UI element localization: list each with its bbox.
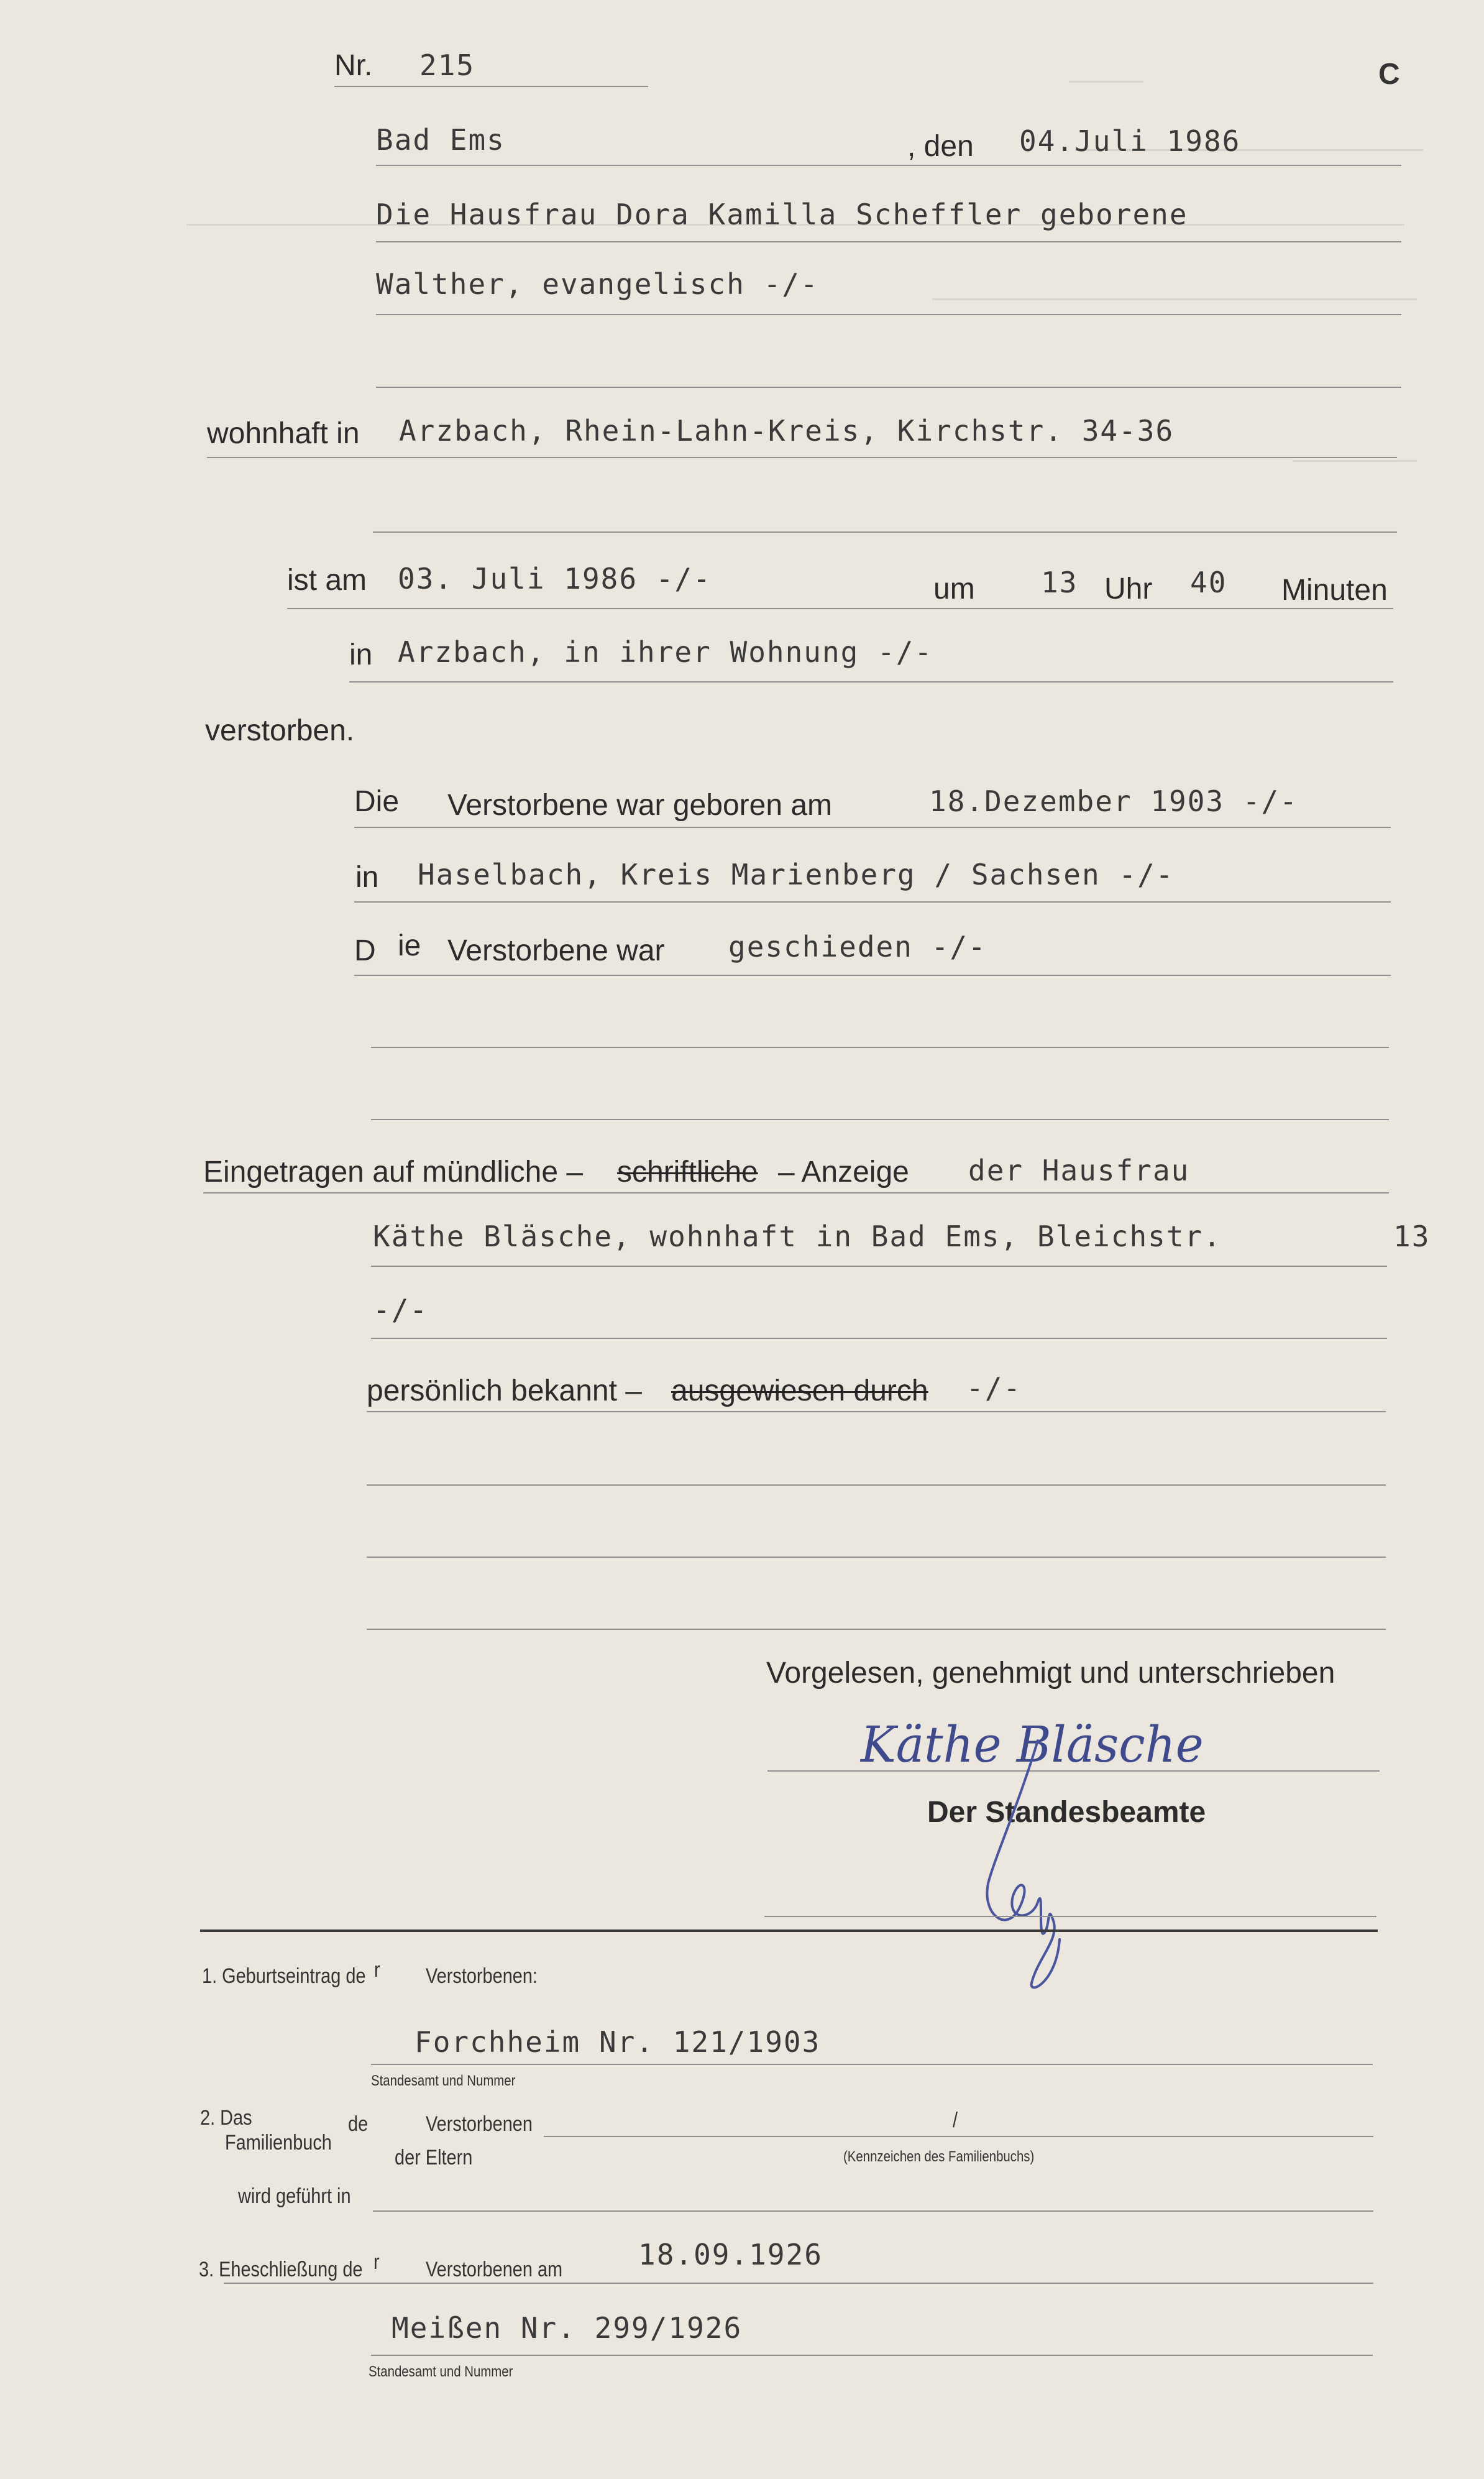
record-date: 04.Juli 1986 (1019, 124, 1241, 158)
death-minutes: 40 (1190, 566, 1227, 599)
item1-label: 1. Geburtseintrag de (202, 1964, 366, 1988)
line-informant-3 (371, 1338, 1387, 1339)
line-bekannt (367, 1411, 1386, 1412)
standesamt-label-1: Standesamt und Nummer (371, 2072, 516, 2089)
line-blank-2 (367, 1557, 1386, 1558)
line-informant-1 (203, 1192, 1389, 1194)
anzeige-label: – Anzeige (778, 1156, 909, 1189)
nr-underline (334, 86, 648, 87)
item2-familienbuch: Familienbuch (225, 2131, 332, 2155)
corner-letter: C (1378, 58, 1400, 91)
ie-label: ie (398, 929, 421, 962)
item3-verstorbenen: Verstorbenen am (426, 2258, 563, 2281)
item3-value: Meißen Nr. 299/1926 (392, 2311, 743, 2345)
line-birth-place (354, 901, 1391, 903)
item1-suffix: r (374, 1958, 380, 1982)
item2-verstorbenen: Verstorbenen (426, 2112, 533, 2136)
line-person-1 (376, 241, 1401, 242)
born-label: Verstorbene war geboren am (447, 789, 833, 822)
nr-value: 215 (419, 48, 475, 82)
line-residence-2 (373, 531, 1397, 533)
line-death-time (287, 608, 1393, 609)
informant-line-1: der Hausfrau (968, 1154, 1190, 1187)
item2-gefuehrt: wird geführt in (238, 2184, 351, 2208)
line-item3 (224, 2283, 1373, 2284)
um-label: um (933, 573, 975, 605)
wohnhaft-label: wohnhaft in (207, 417, 360, 450)
item2-kennzeichen: (Kennzeichen des Familienbuchs) (843, 2148, 1035, 2165)
item3-label: 3. Eheschließung de (199, 2258, 363, 2281)
line-item2 (544, 2136, 1373, 2137)
in-label-birth: in (355, 861, 379, 894)
item2-das: 2. Das (200, 2106, 252, 2130)
standesamt-label-2: Standesamt und Nummer (369, 2363, 513, 2380)
item2-slash: / (953, 2109, 958, 2132)
footer-separator (200, 1929, 1378, 1932)
registrar-signature (945, 1734, 1106, 1995)
line-item3-value (371, 2355, 1373, 2356)
marital-status: geschieden -/- (728, 930, 987, 964)
bekannt-label: persönlich bekannt – (367, 1374, 642, 1407)
death-place: Arzbach, in ihrer Wohnung -/- (398, 635, 933, 669)
line-person-3 (376, 387, 1401, 388)
eingetragen-label: Eingetragen auf mündliche – (203, 1156, 584, 1189)
death-hour: 13 (1041, 566, 1078, 599)
item3-date: 18.09.1926 (638, 2238, 823, 2271)
line-informant-2 (371, 1266, 1387, 1267)
informant-signature: Käthe Bläsche (861, 1716, 1204, 1773)
birth-place: Haselbach, Kreis Marienberg / Sachsen -/- (418, 858, 1175, 891)
ist-am-label: ist am (287, 564, 367, 597)
item2-de: de (348, 2112, 369, 2136)
vorgelesen-label: Vorgelesen, genehmigt und unterschrieben (766, 1657, 1335, 1690)
informant-line-3: -/- (373, 1293, 429, 1327)
line-item2-gefuehrt (373, 2210, 1373, 2212)
item1-verstorbenen: Verstorbenen: (426, 1964, 538, 1988)
line-death-place (349, 681, 1393, 683)
in-label: in (349, 638, 373, 671)
line-place (376, 165, 1401, 166)
line-status (354, 975, 1391, 976)
informant-line-2: Käthe Bläsche, wohnhaft in Bad Ems, Bleichstr. (373, 1220, 1222, 1253)
d-label: D (354, 934, 376, 967)
item2-eltern: der Eltern (395, 2146, 473, 2169)
ausgewiesen-label: ausgewiesen durch (671, 1374, 928, 1407)
item3-suffix: r (373, 2250, 380, 2274)
line-birth-date (354, 827, 1391, 828)
place-value: Bad Ems (376, 123, 505, 157)
standesbeamte-label: Der Standesbeamte (927, 1796, 1206, 1829)
death-date: 03. Juli 1986 -/- (398, 562, 712, 596)
schriftliche-label: schriftliche (617, 1156, 758, 1189)
minuten-label: Minuten (1281, 574, 1388, 607)
line-status-3 (371, 1119, 1389, 1120)
bleed-through-ghost (932, 274, 1417, 300)
person-line-2: Walther, evangelisch -/- (376, 267, 819, 301)
verstorben-label: verstorben. (205, 714, 355, 747)
bleed-through-ghost (1069, 56, 1143, 83)
line-status-2 (371, 1047, 1389, 1048)
line-blank-1 (367, 1484, 1386, 1486)
bekannt-suffix: -/- (966, 1371, 1022, 1405)
line-person-2 (376, 314, 1401, 315)
uhr-label: Uhr (1104, 573, 1153, 605)
den-label: , den (907, 130, 974, 163)
status-label: Verstorbene war (447, 934, 665, 967)
line-item1 (371, 2064, 1373, 2065)
item1-value: Forchheim Nr. 121/1903 (415, 2025, 821, 2059)
line-blank-3 (367, 1629, 1386, 1630)
die-label: Die (354, 785, 400, 818)
informant-line-2-suffix: 13 (1393, 1220, 1431, 1253)
person-line-1: Die Hausfrau Dora Kamilla Scheffler geborene (376, 198, 1188, 231)
nr-label: Nr. (334, 49, 373, 82)
line-residence (207, 457, 1397, 458)
residence-value: Arzbach, Rhein-Lahn-Kreis, Kirchstr. 34-36 (399, 414, 1175, 448)
line-standesbeamte (764, 1916, 1376, 1917)
birth-date: 18.Dezember 1903 -/- (929, 784, 1298, 818)
